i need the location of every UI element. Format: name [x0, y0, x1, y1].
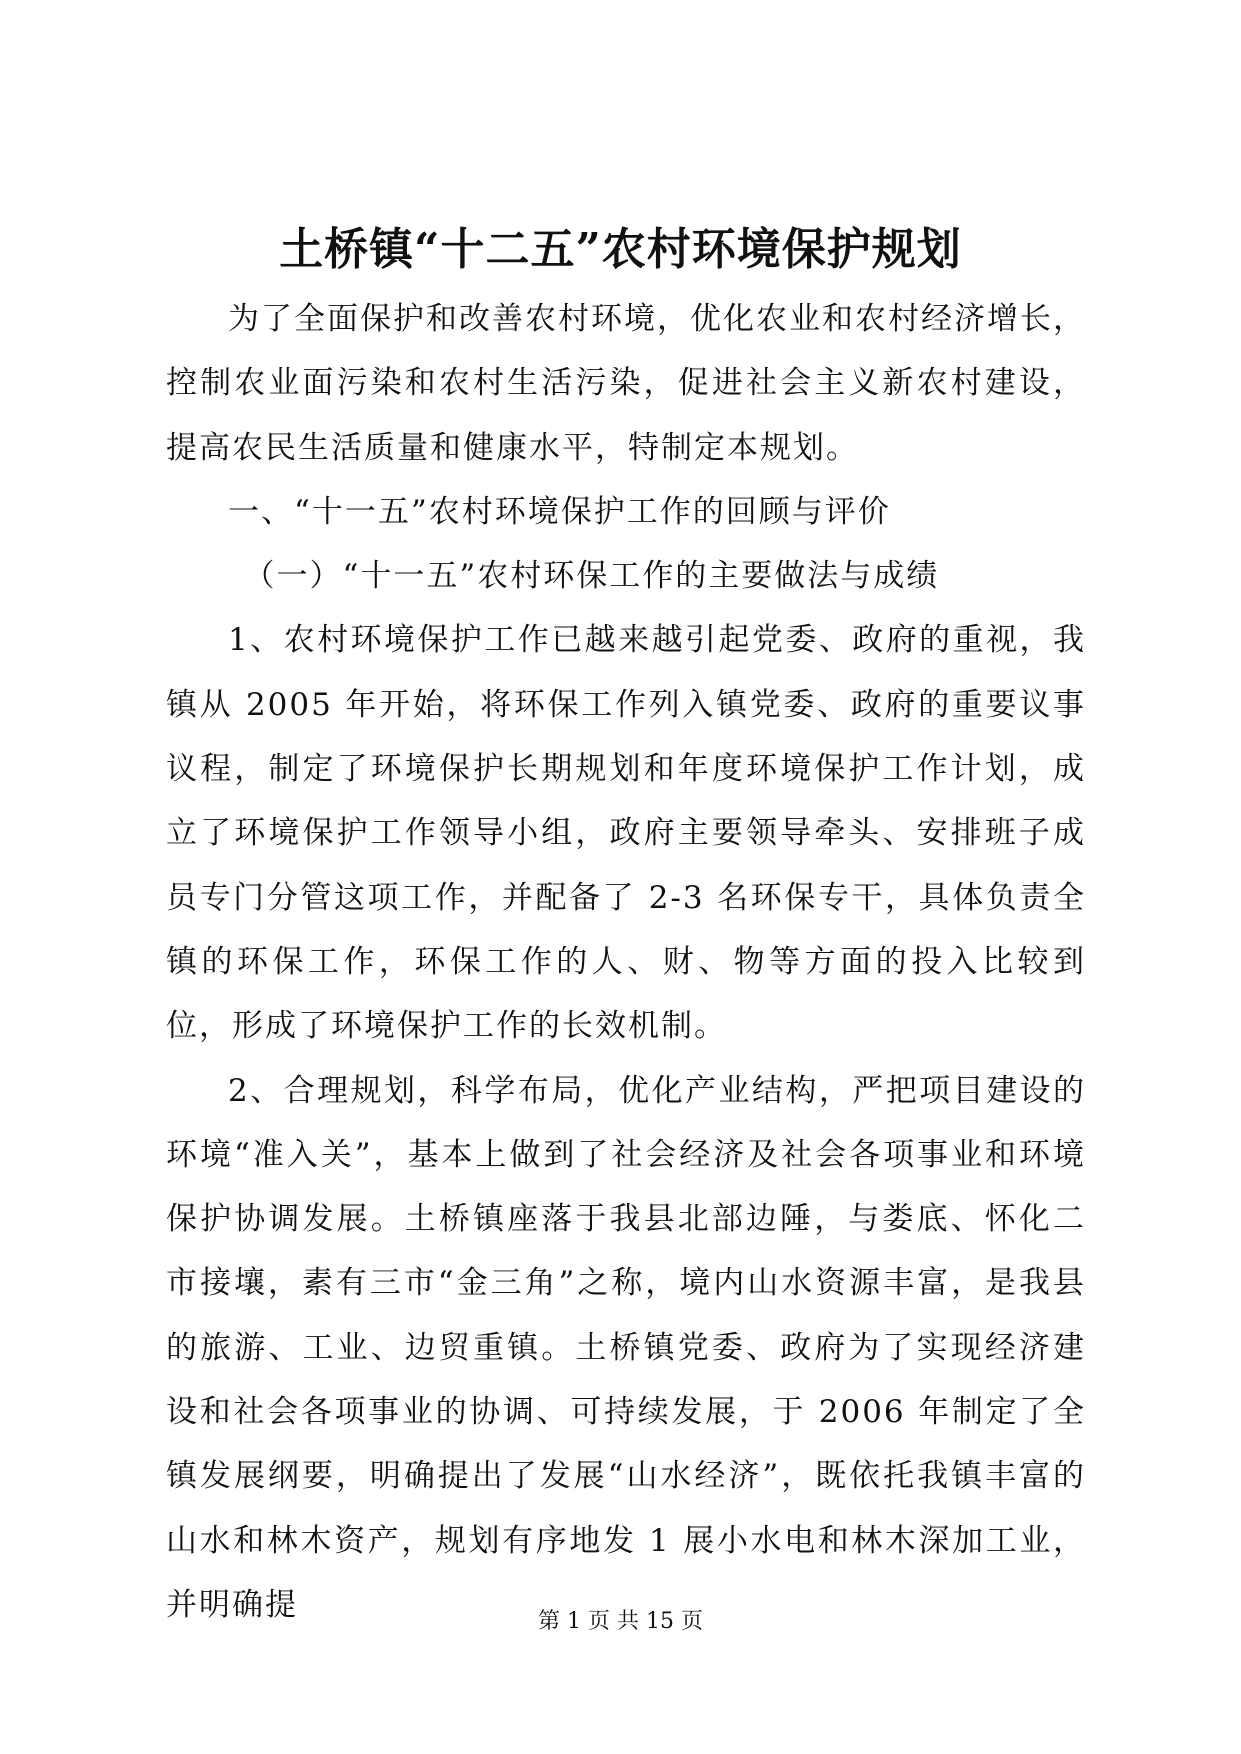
intro-paragraph: 为了全面保护和改善农村环境，优化农业和农村经济增长，控制农业面污染和农村生活污染，促进社会主义新农村建设，提高农民生活质量和健康水平，特制定本规划。: [166, 301, 1086, 466]
section-heading-1: 一、“十一五”农村环境保护工作的回顾与评价: [228, 493, 891, 530]
body-paragraph-2: 2、合理规划，科学布局，优化产业结构，严把项目建设的环境“准入关”，基本上做到了社会经济及社会各项事业和环境保护协调发展。土桥镇座落于我县北部边陲，与娄底、怀化二市接壤，素有三市“金三角”之称，境内山水资源丰富，是我县的旅游、工业、边贸重镇。土桥镇党委、政府为了实现经济建设和社会各项事业的协调、可持续发展，于 2006 年制定了全镇发展纲要，明确提出了发展“山水经济”，既依托我镇丰富的山水和林木资产，规划有序地发 1 展小水电和林木深加工业，并明确提: [166, 1072, 1086, 1623]
subsection-heading-1: （一）“十一五”农村环保工作的主要做法与成绩: [243, 558, 940, 595]
page-footer: 第 1 页 共 15 页: [538, 1609, 703, 1634]
body-paragraph-1: 1、农村环境保护工作已越来越引起党委、政府的重视，我镇从 2005 年开始，将环保工作列入镇党委、政府的重要议事议程，制定了环境保护长期规划和年度环境保护工作计划，成立了环境保护工作领导小组，政府主要领导牵头、安排班子成员专门分管这项工作，并配备了 2-3 名环保专干，具体负责全镇的环保工作，环保工作的人、财、物等方面的投入比较到位，形成了环境保护工作的长效机制。: [166, 622, 1086, 1045]
document-body: [166, 287, 1086, 1637]
document-title: 土桥镇“十二五”农村环境保护规划: [279, 224, 962, 275]
